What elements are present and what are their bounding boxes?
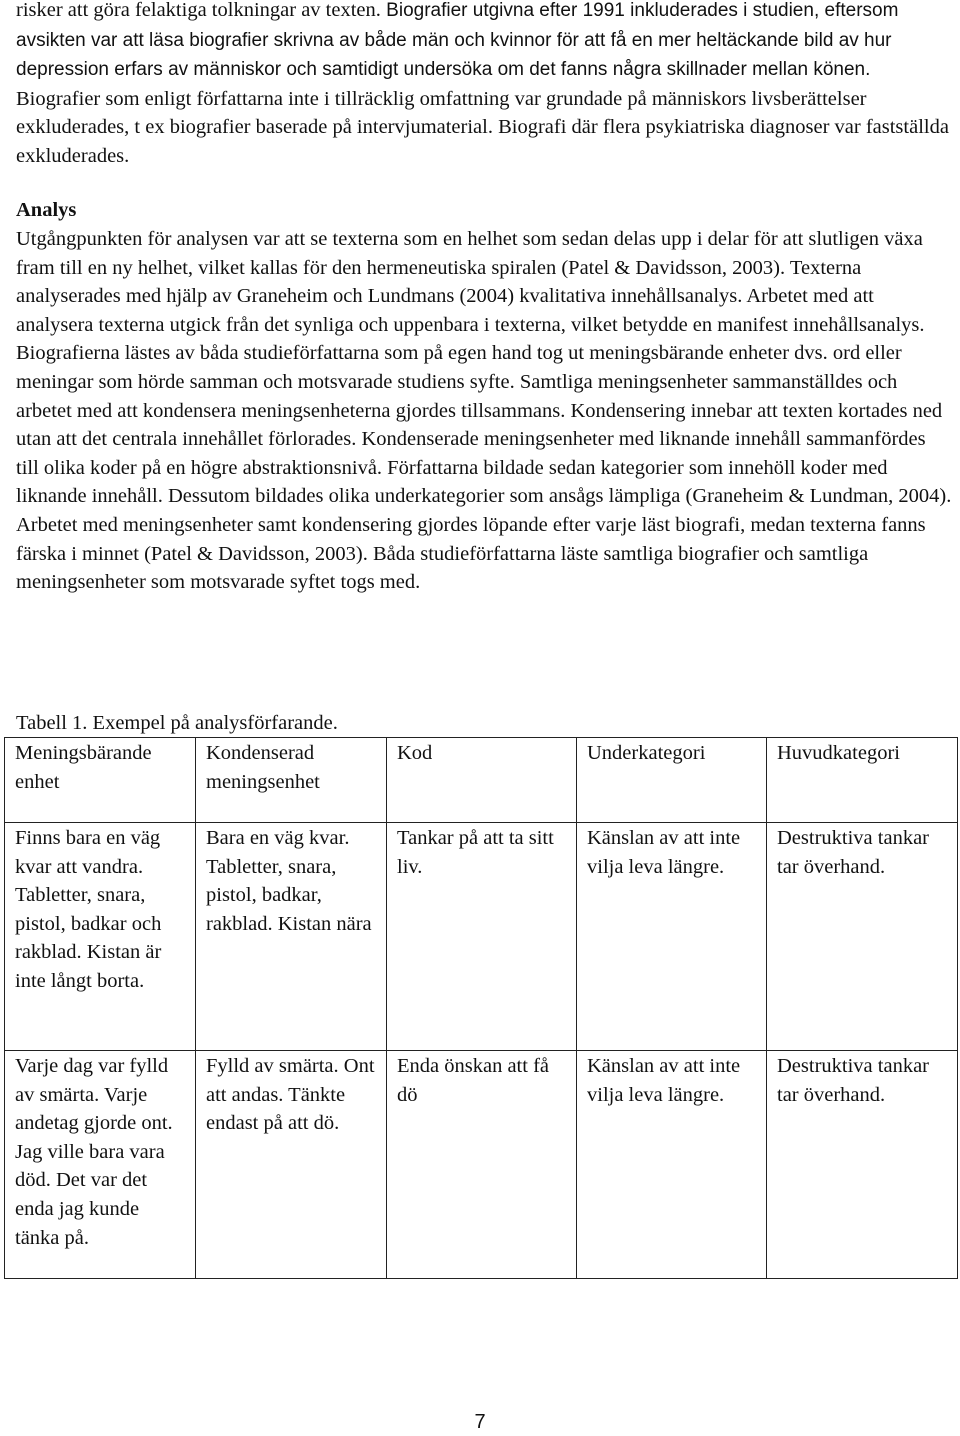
analys-paragraph: Utgångpunkten för analysen var att se texterna som en helhet som sedan delas upp i delar för att slutligen växa fram till en ny helhet, vilket kallas för den hermeneutiska spiralen (Patel & Davidsson, 2003). Texterna analyserades med hjälp av Graneheim och Lundmans (2004) kvalitativa innehållsanalys. Arbetet med att analysera texterna utgick från det synliga och uppenbara i texterna, vilket betydde en manifest innehållsanalys. Biografierna lästes av båda studieförfattarna som på egen hand tog ut meningsbärande enheter dvs. ord eller meningar som hörde samman och motsvarade studiens syfte. Samtliga meningsenheter sammanställdes och arbetet med att kondensera meningsenheterna gjordes tillsammans. Kondensering innebar att texten kortades ned utan att det centrala innehållet förlorades. Kondenserade meningsenheter med liknande innehåll sammanfördes till olika koder på en högre abstraktionsnivå. Författarna bildade sedan kategorier som innehöll koder med liknande innehåll. Dessutom bildades olika underkategorier som ansågs lämpliga (Graneheim & Lundman, 2004). Arbetet med meningsenheter samt kondensering gjordes löpande efter varje läst biografi, medan texterna fanns färska i minnet (Patel & Davidsson, 2003). Båda studieförfattarna läste samtliga biografier och samtliga meningsenheter som motsvarade syftet togs med.: [16, 228, 952, 594]
analysis-table: [4, 737, 958, 1279]
table-row: [5, 1051, 958, 1279]
table-cell: Varje dag var fylld av smärta. Varje andetag gjorde ont. Jag ville bara vara död. Det var det enda jag kunde tänka på.: [5, 1051, 196, 1279]
table-cell: Fylld av smärta. Ont att andas. Tänkte endast på att dö.: [196, 1051, 387, 1279]
table-row: [5, 823, 958, 1051]
table-caption: Tabell 1. Exempel på analysförfarande.: [16, 712, 338, 734]
table-header-row: [5, 738, 958, 823]
table-header-cell: Kod: [387, 738, 577, 823]
intro-rest-text: Biografier som enligt författarna inte i tillräcklig omfattning var grundade på människors livsberättelser exkluderades, t ex biografier baserade på intervjumaterial. Biografi där flera psykiatriska diagnoser var fastställda exkluderades.: [16, 87, 949, 167]
intro-paragraph: [16, 0, 952, 171]
table-cell: Destruktiva tankar tar överhand.: [767, 823, 958, 1051]
table-cell: Känslan av att inte vilja leva längre.: [577, 1051, 767, 1279]
table-cell: Bara en väg kvar. Tabletter, snara, pistol, badkar, rakblad. Kistan nära: [196, 823, 387, 1051]
table-header-cell: Huvudkategori: [767, 738, 958, 823]
table-header-cell: Underkategori: [577, 738, 767, 823]
table-cell: Känslan av att inte vilja leva längre.: [577, 823, 767, 1051]
page-number: 7: [474, 1411, 486, 1433]
intro-sans-text: Biografier utgivna efter 1991 inkluderades i studien, eftersom avsikten var att läsa biografier skrivna av både män och kvinnor för att få en mer heltäckande bild av hur depression erfars av människor och samtidigt undersöka om det fanns några skillnader mellan könen.: [16, 0, 899, 81]
table-header-cell: Meningsbärande enhet: [5, 738, 196, 823]
intro-lead-text: risker att göra felaktiga tolkningar av texten.: [16, 0, 381, 21]
table-cell: Destruktiva tankar tar överhand.: [767, 1051, 958, 1279]
section-heading-analys: Analys: [16, 199, 77, 221]
table-cell: Finns bara en väg kvar att vandra. Tabletter, snara, pistol, badkar och rakblad. Kistan är inte långt borta.: [5, 823, 196, 1051]
table-cell: Tankar på att ta sitt liv.: [387, 823, 577, 1051]
table-cell: Enda önskan att få dö: [387, 1051, 577, 1279]
table-header-cell: Kondenserad meningsenhet: [196, 738, 387, 823]
